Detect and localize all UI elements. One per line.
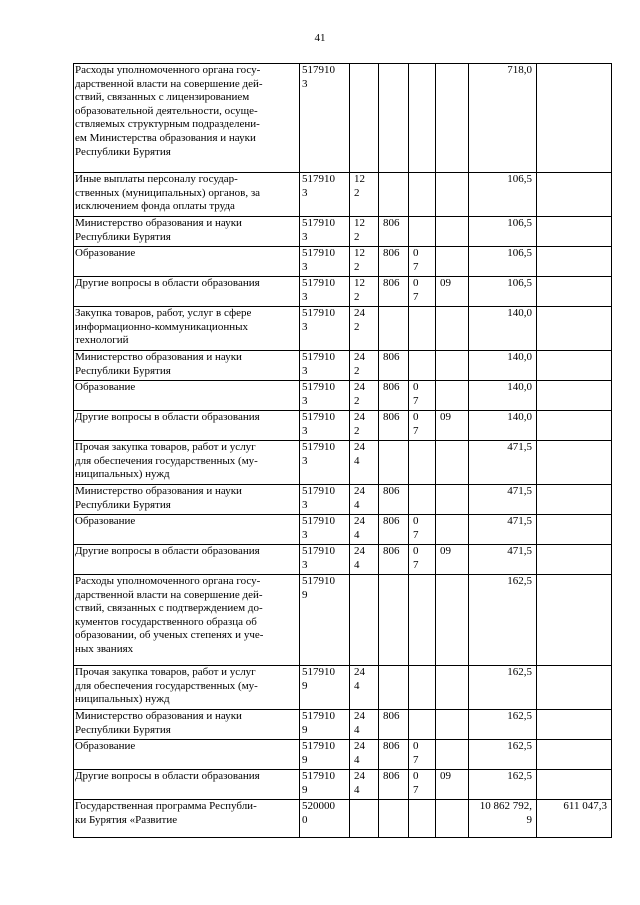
target-article-code-cell: 517910 3: [300, 381, 350, 411]
target-article-code-cell: 517910 9: [300, 666, 350, 710]
subsection-code-cell: 09: [436, 411, 469, 441]
ministry-code-cell: [379, 173, 409, 217]
ministry-code-cell: [379, 64, 409, 173]
expense-type-code-cell: [350, 800, 379, 838]
ministry-code-cell: [379, 800, 409, 838]
subsection-code-cell: 09: [436, 277, 469, 307]
ministry-code-cell: 806: [379, 485, 409, 515]
table-row: [74, 575, 612, 666]
expense-type-code-cell: 24 2: [350, 381, 379, 411]
amount-2-cell: 611 047,3: [537, 800, 612, 838]
subsection-code-cell: 09: [436, 545, 469, 575]
amount-cell: 140,0: [469, 307, 537, 351]
section-code-cell: 0 7: [409, 515, 436, 545]
amount-2-cell: [537, 515, 612, 545]
section-code-cell: [409, 351, 436, 381]
ministry-code-cell: 806: [379, 515, 409, 545]
ministry-code-cell: 806: [379, 217, 409, 247]
expense-type-code-cell: 24 4: [350, 740, 379, 770]
table-row: [74, 441, 612, 485]
subsection-code-cell: [436, 515, 469, 545]
subsection-code-cell: [436, 217, 469, 247]
amount-2-cell: [537, 351, 612, 381]
section-code-cell: 0 7: [409, 277, 436, 307]
table-row: [74, 64, 612, 173]
target-article-code-cell: 517910 3: [300, 411, 350, 441]
ministry-code-cell: [379, 575, 409, 666]
ministry-code-cell: 806: [379, 277, 409, 307]
table-row: [74, 351, 612, 381]
expense-type-code-cell: 12 2: [350, 217, 379, 247]
amount-2-cell: [537, 545, 612, 575]
amount-2-cell: [537, 441, 612, 485]
table-row: [74, 411, 612, 441]
expense-name-cell: Министерство образования и науки Республики Бурятия: [74, 710, 300, 740]
target-article-code-cell: 517910 3: [300, 351, 350, 381]
target-article-code-cell: 517910 3: [300, 441, 350, 485]
expense-name-cell: Другие вопросы в области образования: [74, 545, 300, 575]
amount-2-cell: [537, 740, 612, 770]
table-row: [74, 666, 612, 710]
amount-2-cell: [537, 64, 612, 173]
amount-cell: 10 862 792, 9: [469, 800, 537, 838]
subsection-code-cell: 09: [436, 770, 469, 800]
amount-2-cell: [537, 381, 612, 411]
expense-name-cell: Другие вопросы в области образования: [74, 277, 300, 307]
amount-2-cell: [537, 485, 612, 515]
target-article-code-cell: 517910 3: [300, 173, 350, 217]
amount-2-cell: [537, 277, 612, 307]
target-article-code-cell: 517910 9: [300, 710, 350, 740]
expense-name-cell: Министерство образования и науки Республики Бурятия: [74, 217, 300, 247]
amount-2-cell: [537, 575, 612, 666]
amount-cell: 162,5: [469, 666, 537, 710]
expense-name-cell: Министерство образования и науки Республики Бурятия: [74, 351, 300, 381]
expense-name-cell: Образование: [74, 740, 300, 770]
expense-name-cell: Расходы уполномоченного органа госу- дарственной власти на совершение дей- ствий, связанных с подтверждением до- кументов государственного образца об образовании, об ученых степенях и уче- ных званиях: [74, 575, 300, 666]
amount-2-cell: [537, 307, 612, 351]
subsection-code-cell: [436, 381, 469, 411]
expense-type-code-cell: [350, 64, 379, 173]
subsection-code-cell: [436, 247, 469, 277]
amount-cell: 162,5: [469, 770, 537, 800]
table-row: [74, 485, 612, 515]
amount-cell: 106,5: [469, 247, 537, 277]
table-row: [74, 545, 612, 575]
subsection-code-cell: [436, 173, 469, 217]
amount-cell: 140,0: [469, 411, 537, 441]
section-code-cell: [409, 441, 436, 485]
amount-cell: 140,0: [469, 351, 537, 381]
expense-type-code-cell: 24 4: [350, 515, 379, 545]
expense-name-cell: Иные выплаты персоналу государ- ственных (муниципальных) органов, за исключением фонда оплаты труда: [74, 173, 300, 217]
ministry-code-cell: 806: [379, 247, 409, 277]
ministry-code-cell: 806: [379, 740, 409, 770]
amount-cell: 140,0: [469, 381, 537, 411]
expense-type-code-cell: 24 4: [350, 666, 379, 710]
table-row: [74, 800, 612, 838]
section-code-cell: [409, 307, 436, 351]
expense-type-code-cell: [350, 575, 379, 666]
ministry-code-cell: [379, 441, 409, 485]
target-article-code-cell: 517910 3: [300, 307, 350, 351]
table-row: [74, 740, 612, 770]
expense-type-code-cell: 24 4: [350, 545, 379, 575]
amount-cell: 162,5: [469, 575, 537, 666]
expense-name-cell: Образование: [74, 247, 300, 277]
table-body: [74, 64, 612, 838]
amount-2-cell: [537, 666, 612, 710]
amount-2-cell: [537, 217, 612, 247]
section-code-cell: 0 7: [409, 770, 436, 800]
subsection-code-cell: [436, 441, 469, 485]
expense-name-cell: Образование: [74, 515, 300, 545]
ministry-code-cell: 806: [379, 710, 409, 740]
amount-2-cell: [537, 710, 612, 740]
expense-type-code-cell: 12 2: [350, 277, 379, 307]
subsection-code-cell: [436, 351, 469, 381]
subsection-code-cell: [436, 307, 469, 351]
table-row: [74, 173, 612, 217]
amount-2-cell: [537, 173, 612, 217]
expense-name-cell: Государственная программа Республи- ки Бурятия «Развитие: [74, 800, 300, 838]
section-code-cell: [409, 64, 436, 173]
amount-cell: 471,5: [469, 485, 537, 515]
section-code-cell: [409, 800, 436, 838]
section-code-cell: 0 7: [409, 247, 436, 277]
amount-2-cell: [537, 411, 612, 441]
ministry-code-cell: 806: [379, 351, 409, 381]
expense-name-cell: Прочая закупка товаров, работ и услуг для обеспечения государственных (му- ниципальных) нужд: [74, 666, 300, 710]
amount-cell: 106,5: [469, 173, 537, 217]
amount-2-cell: [537, 770, 612, 800]
section-code-cell: [409, 485, 436, 515]
section-code-cell: [409, 575, 436, 666]
target-article-code-cell: 517910 3: [300, 277, 350, 307]
amount-cell: 162,5: [469, 740, 537, 770]
expense-name-cell: Расходы уполномоченного органа госу- дарственной власти на совершение дей- ствий, связанных с лицензированием образовательной деятельности, осуще- ствляемых структурным подразделени- ем Министерства образования и науки Республики Бурятия: [74, 64, 300, 173]
target-article-code-cell: 517910 3: [300, 247, 350, 277]
target-article-code-cell: 520000 0: [300, 800, 350, 838]
table-row: [74, 307, 612, 351]
subsection-code-cell: [436, 64, 469, 173]
expense-type-code-cell: 24 2: [350, 307, 379, 351]
section-code-cell: [409, 173, 436, 217]
expense-type-code-cell: 24 4: [350, 770, 379, 800]
amount-2-cell: [537, 247, 612, 277]
subsection-code-cell: [436, 485, 469, 515]
section-code-cell: 0 7: [409, 545, 436, 575]
table-row: [74, 770, 612, 800]
target-article-code-cell: 517910 9: [300, 575, 350, 666]
ministry-code-cell: 806: [379, 545, 409, 575]
target-article-code-cell: 517910 9: [300, 740, 350, 770]
section-code-cell: 0 7: [409, 411, 436, 441]
target-article-code-cell: 517910 3: [300, 217, 350, 247]
amount-cell: 162,5: [469, 710, 537, 740]
expense-name-cell: Образование: [74, 381, 300, 411]
expense-name-cell: Закупка товаров, работ, услуг в сфере информационно-коммуникационных технологий: [74, 307, 300, 351]
budget-table: [73, 63, 612, 838]
amount-cell: 718,0: [469, 64, 537, 173]
expense-type-code-cell: 12 2: [350, 247, 379, 277]
amount-cell: 471,5: [469, 441, 537, 485]
ministry-code-cell: 806: [379, 770, 409, 800]
amount-cell: 106,5: [469, 277, 537, 307]
target-article-code-cell: 517910 3: [300, 64, 350, 173]
ministry-code-cell: 806: [379, 381, 409, 411]
subsection-code-cell: [436, 710, 469, 740]
section-code-cell: [409, 217, 436, 247]
section-code-cell: [409, 666, 436, 710]
target-article-code-cell: 517910 3: [300, 545, 350, 575]
table-row: [74, 381, 612, 411]
section-code-cell: 0 7: [409, 381, 436, 411]
ministry-code-cell: [379, 666, 409, 710]
table-row: [74, 247, 612, 277]
target-article-code-cell: 517910 9: [300, 770, 350, 800]
table-row: [74, 710, 612, 740]
expense-name-cell: Другие вопросы в области образования: [74, 770, 300, 800]
subsection-code-cell: [436, 575, 469, 666]
section-code-cell: [409, 710, 436, 740]
expense-name-cell: Прочая закупка товаров, работ и услуг для обеспечения государственных (му- ниципальных) нужд: [74, 441, 300, 485]
target-article-code-cell: 517910 3: [300, 485, 350, 515]
subsection-code-cell: [436, 740, 469, 770]
section-code-cell: 0 7: [409, 740, 436, 770]
expense-name-cell: Министерство образования и науки Республики Бурятия: [74, 485, 300, 515]
expense-type-code-cell: 24 4: [350, 441, 379, 485]
expense-type-code-cell: 24 4: [350, 485, 379, 515]
page-number: 41: [314, 32, 326, 44]
table-row: [74, 515, 612, 545]
amount-cell: 106,5: [469, 217, 537, 247]
expense-type-code-cell: 12 2: [350, 173, 379, 217]
amount-cell: 471,5: [469, 515, 537, 545]
expense-type-code-cell: 24 2: [350, 351, 379, 381]
table-row: [74, 217, 612, 247]
expense-name-cell: Другие вопросы в области образования: [74, 411, 300, 441]
expense-type-code-cell: 24 4: [350, 710, 379, 740]
ministry-code-cell: 806: [379, 411, 409, 441]
expense-type-code-cell: 24 2: [350, 411, 379, 441]
subsection-code-cell: [436, 666, 469, 710]
target-article-code-cell: 517910 3: [300, 515, 350, 545]
subsection-code-cell: [436, 800, 469, 838]
table-row: [74, 277, 612, 307]
amount-cell: 471,5: [469, 545, 537, 575]
ministry-code-cell: [379, 307, 409, 351]
